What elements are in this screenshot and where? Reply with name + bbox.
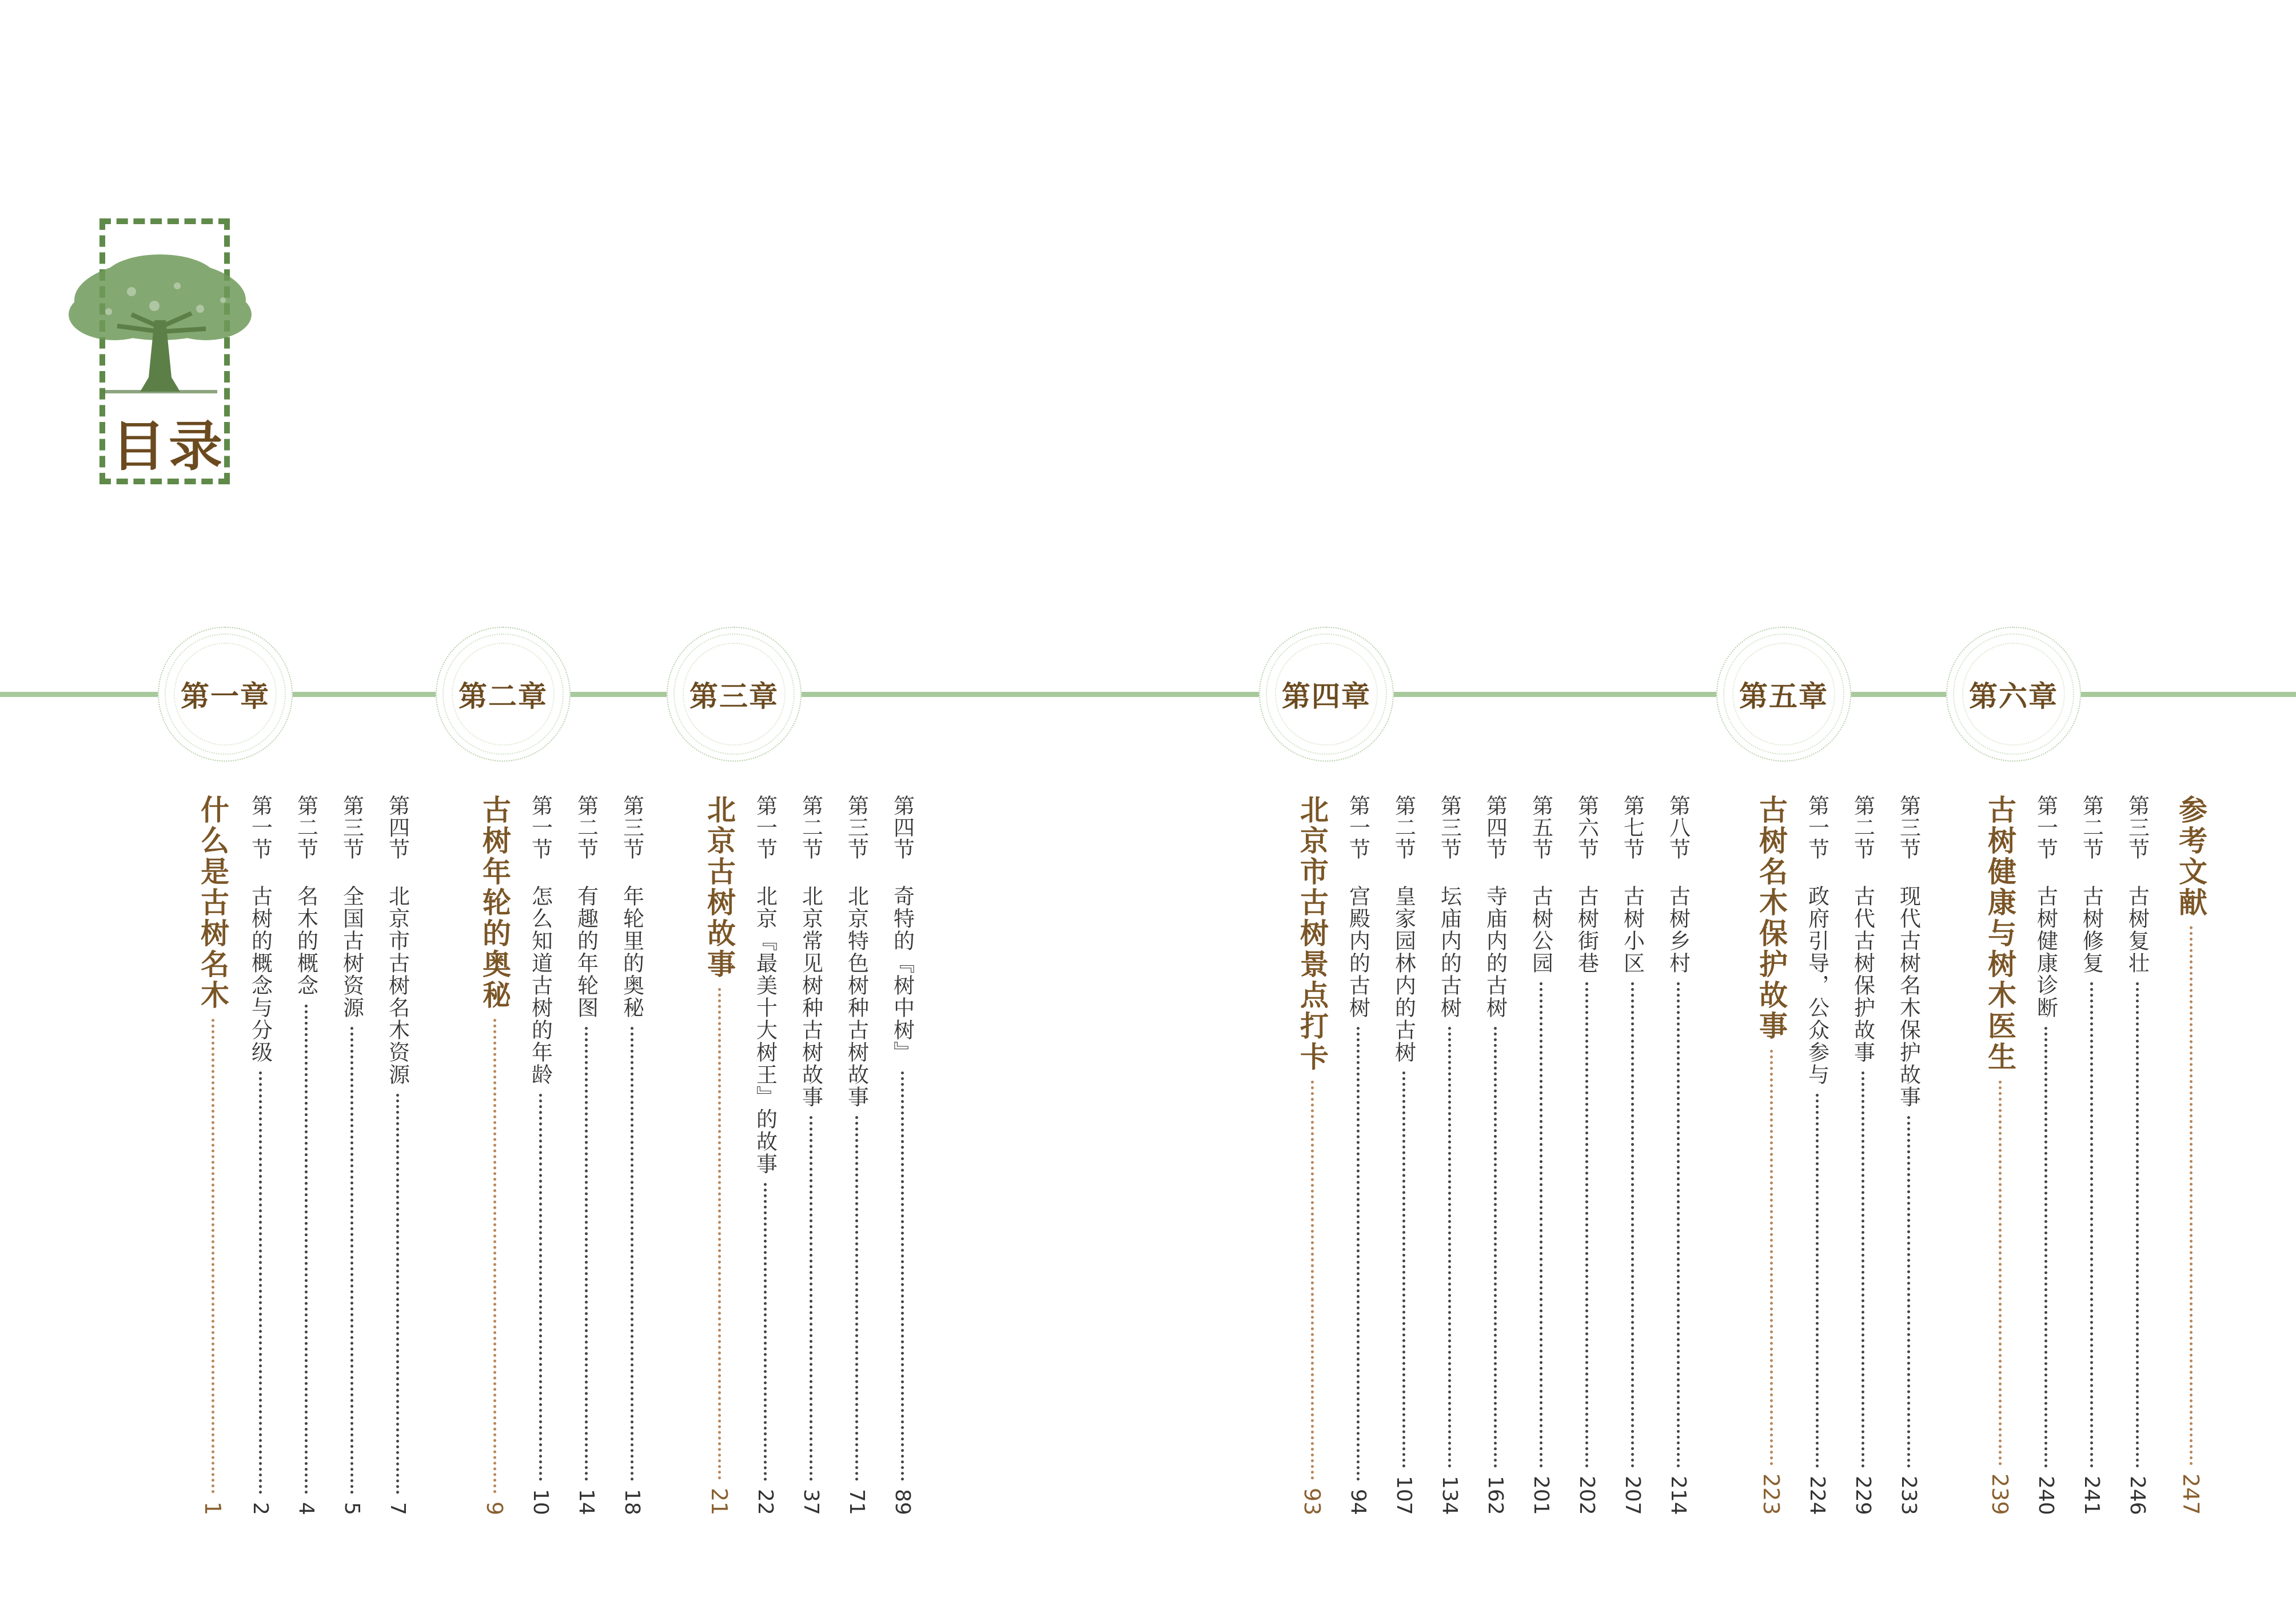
toc-page-number: 71 <box>845 1489 868 1515</box>
toc-page-number: 14 <box>575 1489 598 1515</box>
toc-leader-dots <box>1402 1072 1405 1468</box>
toc-section-number: 第三节 <box>844 795 869 860</box>
toc-section-number: 第一节 <box>528 795 553 860</box>
toc-page-number: 240 <box>2034 1476 2058 1515</box>
toc-leader-dots <box>764 1183 767 1481</box>
toc-page-number: 89 <box>891 1489 914 1515</box>
toc-leader-dots <box>259 1072 262 1494</box>
chapter-badge-2 <box>436 627 571 762</box>
toc-leader-dots <box>1999 1081 2002 1465</box>
toc-page-number: 162 <box>1484 1476 1507 1515</box>
chapter-badge-4 <box>1259 627 1394 762</box>
toc-page-number: 93 <box>1300 1487 1325 1515</box>
toc-section-number: 第二节 <box>1850 795 1875 860</box>
chapter-badge-label: 第四章 <box>1282 679 1371 713</box>
toc-leader-dots <box>810 1116 812 1481</box>
toc-page-number: 202 <box>1575 1476 1599 1515</box>
toc-page-number: 233 <box>1897 1476 1920 1515</box>
toc-chapter-entry[interactable] <box>1754 795 1788 1515</box>
toc-entry-title: 古树复壮 <box>2124 885 2150 974</box>
toc-entry-title: 坛庙内的古树 <box>1437 885 1462 1019</box>
toc-section-entry[interactable] <box>1891 795 1926 1515</box>
toc-leader-dots <box>2090 982 2093 1468</box>
toc-leader-dots <box>718 988 721 1480</box>
toc-entry-title: 北京常见树种古树故事 <box>798 885 823 1108</box>
toc-page-number: 9 <box>482 1501 507 1515</box>
toc-entry-title: 有趣的年轮图 <box>573 885 599 1019</box>
toc-leader-dots <box>1770 1050 1773 1465</box>
toc-entry-title: 奇特的『树中树』 <box>890 885 915 1064</box>
toc-entry-title: 古树的概念与分级 <box>248 885 273 1064</box>
toc-section-number: 第一节 <box>2033 795 2058 860</box>
toc-chapter-entry[interactable] <box>1983 795 2017 1515</box>
toc-entry-title: 北京特色树种古树故事 <box>844 885 869 1108</box>
toc-leader-dots <box>1677 982 1680 1468</box>
chapter-badge-6 <box>1946 627 2081 762</box>
toc-page-number: 223 <box>1759 1473 1784 1515</box>
toc-section-number: 第一节 <box>248 795 273 860</box>
toc-page-number: 247 <box>2178 1473 2203 1515</box>
toc-section-entry[interactable] <box>748 795 782 1515</box>
toc-entry-title: 古树健康与树木医生 <box>1983 795 2016 1073</box>
toc-page-number: 7 <box>386 1502 409 1515</box>
toc-page-number: 134 <box>1438 1476 1461 1515</box>
toc-section-entry[interactable] <box>1432 795 1466 1515</box>
toc-page-number: 239 <box>1987 1473 2012 1515</box>
toc-section-entry[interactable] <box>569 795 603 1515</box>
toc-section-number: 第一节 <box>1804 795 1829 860</box>
toc-leader-dots <box>396 1094 399 1494</box>
toc-entry-title: 现代古树名木保护故事 <box>1896 885 1921 1108</box>
toc-section-entry[interactable] <box>1845 795 1880 1515</box>
toc-leader-dots <box>305 1005 308 1494</box>
toc-page-number: 18 <box>620 1489 644 1515</box>
toc-section-entry[interactable] <box>523 795 557 1515</box>
toc-section-entry[interactable] <box>615 795 649 1515</box>
toc-leader-dots <box>901 1072 904 1481</box>
toc-page-number: 10 <box>529 1489 552 1515</box>
toc-entry-title: 政府引导，公众参与 <box>1804 885 1829 1086</box>
toc-section-number: 第二节 <box>2079 795 2104 860</box>
toc-entry-title: 全国古树资源 <box>339 885 364 1019</box>
toc-section-entry[interactable] <box>1524 795 1558 1515</box>
toc-page-number: 22 <box>754 1489 777 1515</box>
toc-section-entry[interactable] <box>2074 795 2108 1515</box>
chapter-badge-label: 第一章 <box>181 679 270 713</box>
toc-section-number: 第二节 <box>573 795 599 860</box>
toc-entry-title: 什么是古树名木 <box>196 795 229 1011</box>
toc-entry-title: 古树小区 <box>1620 885 1645 974</box>
toc-leader-dots <box>1816 1094 1819 1468</box>
toc-section-number: 第三节 <box>619 795 644 860</box>
toc-section-entry[interactable] <box>885 795 919 1515</box>
toc-entry-title: 皇家园林内的古树 <box>1391 885 1416 1064</box>
toc-section-number: 第一节 <box>1345 795 1370 860</box>
toc-leader-dots <box>855 1116 858 1481</box>
toc-page-number: 37 <box>799 1489 823 1515</box>
tree-icon <box>63 246 257 400</box>
toc-leader-dots <box>1861 1072 1864 1468</box>
toc-leader-dots <box>1448 1027 1451 1468</box>
chapter-badge-label: 第五章 <box>1739 679 1828 713</box>
toc-leader-dots <box>2190 926 2193 1465</box>
toc-section-entry[interactable] <box>380 795 414 1515</box>
toc-chapter-entry[interactable] <box>702 795 736 1515</box>
toc-entry-title: 宫殿内的古树 <box>1345 885 1370 1019</box>
toc-page-number: 241 <box>2080 1476 2103 1515</box>
toc-leader-dots <box>212 1019 214 1493</box>
toc-section-entry[interactable] <box>1478 795 1512 1515</box>
toc-section-entry[interactable] <box>1341 795 1375 1515</box>
chapter-badge-label: 第二章 <box>459 679 548 713</box>
toc-entry-title: 古树乡村 <box>1665 885 1691 974</box>
toc-page-number: 201 <box>1529 1476 1553 1515</box>
toc-leader-dots <box>585 1027 588 1481</box>
toc-page-number: 5 <box>340 1502 364 1515</box>
toc-page-number: 2 <box>249 1502 272 1515</box>
toc-leader-dots <box>1311 1081 1314 1480</box>
toc-entry-title: 参考文献 <box>2174 795 2207 918</box>
toc-leader-dots <box>1494 1027 1497 1468</box>
toc-entry-title: 古树健康诊断 <box>2033 885 2058 1019</box>
toc-section-number: 第四节 <box>1482 795 1508 860</box>
toc-entry-title: 北京古树故事 <box>703 795 736 980</box>
toc-section-number: 第五节 <box>1528 795 1553 860</box>
toc-leader-dots <box>1631 982 1634 1468</box>
toc-leader-dots <box>539 1094 542 1481</box>
toc-page-number: 229 <box>1851 1476 1875 1515</box>
toc-entry-title: 古树年轮的奥秘 <box>478 795 511 1011</box>
toc-chapter-entry[interactable] <box>2174 795 2208 1515</box>
toc-section-entry[interactable] <box>334 795 369 1515</box>
toc-section-number: 第三节 <box>2124 795 2150 860</box>
toc-section-entry[interactable] <box>794 795 828 1515</box>
toc-section-entry[interactable] <box>289 795 323 1515</box>
toc-section-number: 第三节 <box>1437 795 1462 860</box>
toc-page-number: 21 <box>707 1487 732 1515</box>
toc-chapter-entry[interactable] <box>1295 795 1329 1515</box>
toc-section-number: 第三节 <box>339 795 364 860</box>
toc-entry-title: 古树名木保护故事 <box>1755 795 1788 1042</box>
toc-section-number: 第四节 <box>890 795 915 860</box>
toc-section-number: 第八节 <box>1665 795 1691 860</box>
toc-leader-dots <box>1540 982 1542 1468</box>
toc-section-number: 第二节 <box>1391 795 1416 860</box>
toc-leader-dots <box>1357 1027 1360 1481</box>
toc-page-number: 246 <box>2126 1476 2149 1515</box>
toc-leader-dots <box>2136 982 2139 1468</box>
toc-entry-title: 北京市古树名木资源 <box>385 885 410 1086</box>
toc-entry-title: 北京『最美十大树王』的故事 <box>752 885 778 1175</box>
toc-section-entry[interactable] <box>2028 795 2063 1515</box>
toc-section-entry[interactable] <box>839 795 874 1515</box>
chapter-badge-label: 第六章 <box>1969 679 2058 713</box>
toc-leader-dots <box>493 1019 496 1493</box>
page-title: 目录 <box>111 415 226 478</box>
toc-chapter-entry[interactable] <box>196 795 230 1515</box>
toc-page-number: 214 <box>1667 1476 1690 1515</box>
toc-entry-title: 北京市古树景点打卡 <box>1296 795 1329 1073</box>
toc-section-entry[interactable] <box>1615 795 1649 1515</box>
toc-section-number: 第六节 <box>1574 795 1599 860</box>
toc-section-number: 第四节 <box>385 795 410 860</box>
toc-entry-title: 古代古树保护故事 <box>1850 885 1875 1064</box>
chapter-badge-label: 第三章 <box>689 679 779 713</box>
toc-entry-title: 古树公园 <box>1528 885 1553 974</box>
toc-section-number: 第七节 <box>1620 795 1645 860</box>
toc-entry-title: 怎么知道古树的年龄 <box>528 885 553 1086</box>
toc-page-number: 207 <box>1621 1476 1644 1515</box>
toc-section-entry[interactable] <box>2120 795 2154 1515</box>
toc-entry-title: 年轮里的奥秘 <box>619 885 644 1019</box>
toc-leader-dots <box>1907 1116 1910 1468</box>
toc-leader-dots <box>350 1027 353 1494</box>
toc-section-entry[interactable] <box>1800 795 1834 1515</box>
toc-page-number: 107 <box>1392 1476 1416 1515</box>
chapter-badge-5 <box>1716 627 1851 762</box>
toc-section-entry[interactable] <box>1661 795 1695 1515</box>
toc-entry-title: 寺庙内的古树 <box>1482 885 1508 1019</box>
toc-section-number: 第三节 <box>1896 795 1921 860</box>
toc-section-entry[interactable] <box>243 795 277 1515</box>
toc-chapter-entry[interactable] <box>477 795 512 1515</box>
toc-page-number: 4 <box>294 1502 318 1515</box>
toc-page-number: 224 <box>1805 1476 1829 1515</box>
toc-section-entry[interactable] <box>1569 795 1604 1515</box>
toc-leader-dots <box>631 1027 633 1481</box>
toc-section-number: 第一节 <box>752 795 778 860</box>
toc-page-number: 1 <box>200 1501 225 1515</box>
toc-section-entry[interactable] <box>1386 795 1421 1515</box>
toc-page-number: 94 <box>1346 1489 1370 1515</box>
toc-entry-title: 古树修复 <box>2079 885 2104 974</box>
toc-section-number: 第二节 <box>293 795 318 860</box>
toc-entry-title: 名木的概念 <box>293 885 318 997</box>
toc-section-number: 第二节 <box>798 795 823 860</box>
toc-leader-dots <box>1585 982 1588 1468</box>
chapter-badge-3 <box>667 627 802 762</box>
toc-entry-title: 古树街巷 <box>1574 885 1599 974</box>
chapter-badge-1 <box>158 627 293 762</box>
toc-leader-dots <box>2044 1027 2047 1468</box>
